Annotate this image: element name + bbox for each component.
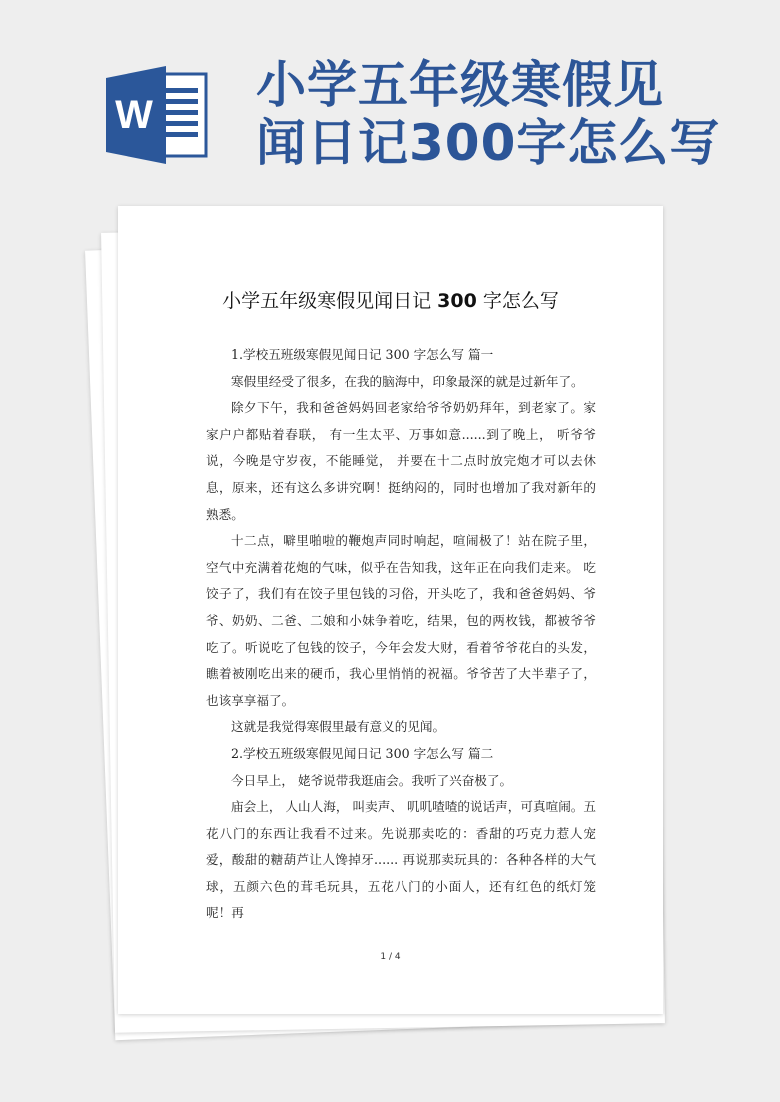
paragraph: 今日早上， 姥爷说带我逛庙会。我听了兴奋极了。 (231, 772, 513, 788)
paragraph: 除夕下午，我和爸爸妈妈回老家给爷爷奶奶拜年，到老家了。家家户户都贴着春联， 有一生太平、万事如意......到了晚上， 听爷爷说，今晚是守岁夜，不能睡觉， 并要在十二点时放完炮才可以去休息，原来，还有这么多讲究啊！挺纳闷的，同时也增加了我对新年的熟悉。 (206, 400, 596, 522)
header (0, 0, 780, 200)
document-title (118, 286, 663, 313)
paragraph: 庙会上， 人山人海， 叫卖声、 叽叽喳喳的说话声，可真喧闹。五花八门的东西让我看不过来。先说那卖吃的：香甜的巧克力惹人宠爱，酸甜的糖葫芦让人馋掉牙...... 再说那卖玩具的：各种各样的大气球，五颜六色的茸毛玩具，五花八门的小面人，还有红色的纸灯笼呢！再 (206, 799, 596, 921)
document-page (118, 206, 663, 1014)
paragraph: 这就是我觉得寒假里最有意义的见闻。 (231, 719, 446, 735)
page-number: 1 / 4 (380, 952, 401, 962)
word-document-icon (106, 66, 210, 164)
paragraph: 寒假里经受了很多，在我的脑海中，印象最深的就是过新年了。 (231, 373, 584, 389)
document-title-number: 300 (437, 290, 477, 312)
banner-title-line-1: 小学五年级寒假见 (256, 56, 664, 114)
banner-title-line-2: 闻日记300字怎么写 (256, 114, 721, 172)
logo-letter: W (115, 93, 153, 137)
document-title-text: 小学五年级寒假见闻日记 (222, 290, 438, 312)
paragraph: 十二点，噼里啪啦的鞭炮声同时响起，喧闹极了！站在院子里，空气中充满着花炮的气味，似乎在告知我，这年正在向我们走来。 吃饺子了，我们有在饺子里包钱的习俗，开头吃了，我和爸爸妈妈、爷爷、奶奶、二爸、二娘和小妹争着吃，结果，包的两枚钱，都被爷爷吃了。听说吃了包钱的饺子，今年会发大财，看着爷爷花白的头发，瞧着被刚吃出来的硬币，我心里悄悄的祝福。爷爷苦了大半辈子了，也该享享福了。 (206, 533, 596, 708)
document-body (206, 342, 596, 927)
document-title-suffix: 字怎么写 (476, 290, 559, 312)
section-heading: 1.学校五班级寒假见闻日记 300 字怎么写 篇一 (231, 347, 494, 362)
section-heading: 2.学校五班级寒假见闻日记 300 字怎么写 篇二 (231, 745, 494, 761)
